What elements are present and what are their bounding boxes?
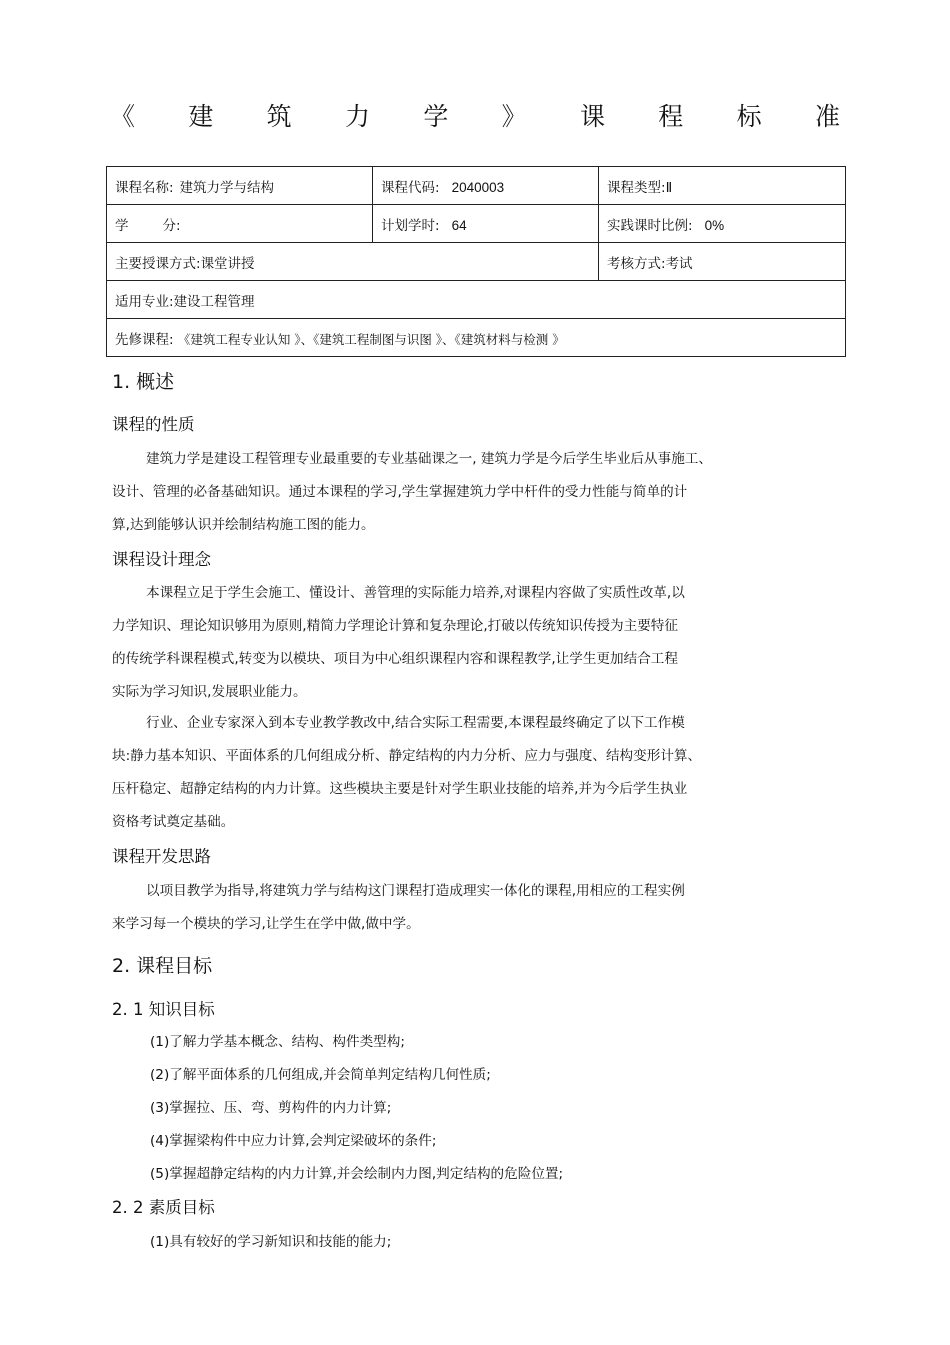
practice-cell <box>599 205 846 243</box>
course-name-label: 课程名称: <box>115 179 174 196</box>
section-heading-goals: 2. 课程目标 <box>112 955 213 977</box>
title-char: 筑 <box>266 102 292 131</box>
prereq-value: 《建筑工程专业认知 》、《建筑工程制图与识图 》、《建筑材料与检测 》 <box>177 331 565 347</box>
title-char: 建 <box>188 102 214 131</box>
hours-value: 64 <box>451 217 467 233</box>
title-char: 学 <box>423 102 449 131</box>
practice-value: 0% <box>704 217 725 233</box>
knowledge-list <box>150 1026 563 1191</box>
text-line: 力学知识、理论知识够用为原则,精简力学理论计算和复杂理论,打破以传统知识传授为主要特征 <box>112 618 678 634</box>
subheading-development: 课程开发思路 <box>112 847 211 866</box>
subheading-quality: 2. 2 素质目标 <box>112 1198 215 1217</box>
prereq-cell <box>107 319 846 357</box>
text-line: 建筑力学是建设工程管理专业最重要的专业基础课之一, 建筑力学是今后学生毕业后从事施工、 <box>146 451 712 467</box>
credit-label <box>115 218 181 234</box>
paragraph-design-2 <box>112 707 812 839</box>
section-heading-overview: 1. 概述 <box>112 371 175 393</box>
major-cell <box>107 281 846 319</box>
text-line: 行业、企业专家深入到本专业教学教改中,结合实际工程需要,本课程最终确定了以下工作模 <box>146 715 685 731</box>
subheading-knowledge: 2. 1 知识目标 <box>112 1000 215 1019</box>
text-line: 块:静力基本知识、平面体系的几何组成分析、静定结构的内力分析、应力与强度、结构变形计算、 <box>112 748 702 764</box>
list-item: (3)掌握拉、压、弯、剪构件的内力计算; <box>150 1100 392 1116</box>
course-name-value: 建筑力学与结构 <box>179 179 275 196</box>
paragraph-development <box>112 875 812 941</box>
title-char: 课 <box>579 102 605 131</box>
title-char: 力 <box>344 102 370 131</box>
credit-cell <box>107 205 373 243</box>
paragraph-nature <box>112 443 812 542</box>
method-cell <box>107 243 599 281</box>
course-name-cell <box>107 167 373 205</box>
major-label: 适用专业: <box>115 293 174 310</box>
prereq-label: 先修课程: <box>115 331 174 348</box>
text-line: 实际为学习知识,发展职业能力。 <box>112 684 307 700</box>
list-item: (5)掌握超静定结构的内力计算,并会绘制内力图,判定结构的危险位置; <box>150 1166 564 1182</box>
exam-cell <box>599 243 846 281</box>
course-info-table <box>106 166 846 357</box>
table-row <box>107 281 846 319</box>
subheading-nature: 课程的性质 <box>112 415 195 434</box>
list-item: (2)了解平面体系的几何组成,并会简单判定结构几何性质; <box>150 1067 491 1083</box>
text-line: 压杆稳定、超静定结构的内力计算。这些模块主要是针对学生职业技能的培养,并为今后学生执业 <box>112 781 688 797</box>
title-char: 标 <box>736 102 762 131</box>
title-char: 》 <box>501 102 527 131</box>
course-code-label: 课程代码: <box>381 179 440 196</box>
method-label: 主要授课方式: <box>115 255 201 272</box>
exam-label: 考核方式: <box>607 255 666 272</box>
text-line: 资格考试奠定基础。 <box>112 814 235 830</box>
course-type-value: Ⅱ <box>665 179 673 196</box>
text-line: 算,达到能够认识并绘制结构施工图的能力。 <box>112 517 375 533</box>
paragraph-design-1 <box>112 577 812 709</box>
course-code-value: 2040003 <box>451 179 505 195</box>
method-value: 课堂讲授 <box>200 255 255 272</box>
credit-label-part: 学 <box>115 217 129 234</box>
exam-value: 考试 <box>665 255 693 272</box>
major-value: 建设工程管理 <box>173 293 255 310</box>
table-row <box>107 243 846 281</box>
title-char: 程 <box>658 102 684 131</box>
list-item: (1)了解力学基本概念、结构、构件类型构; <box>150 1034 405 1050</box>
text-line: 来学习每一个模块的学习,让学生在学中做,做中学。 <box>112 916 420 932</box>
hours-cell <box>373 205 599 243</box>
text-line: 以项目教学为指导,将建筑力学与结构这门课程打造成理实一体化的课程,用相应的工程实例 <box>146 883 685 899</box>
course-type-label: 课程类型: <box>607 179 666 196</box>
practice-label: 实践课时比例: <box>607 217 693 234</box>
course-type-cell <box>599 167 846 205</box>
table-row <box>107 167 846 205</box>
title-char: 准 <box>814 102 840 131</box>
course-code-cell <box>373 167 599 205</box>
credit-label-part: 分: <box>162 217 181 234</box>
table-row <box>107 319 846 357</box>
document-title <box>110 100 840 134</box>
quality-list <box>150 1226 391 1259</box>
table-row <box>107 205 846 243</box>
text-line: 的传统学科课程模式,转变为以模块、项目为中心组织课程内容和课程教学,让学生更加结合工程 <box>112 651 678 667</box>
text-line: 设计、管理的必备基础知识。通过本课程的学习,学生掌握建筑力学中杆件的受力性能与简单的计 <box>112 484 688 500</box>
title-char: 《 <box>110 102 136 131</box>
text-line: 本课程立足于学生会施工、懂设计、善管理的实际能力培养,对课程内容做了实质性改革,以 <box>146 585 685 601</box>
subheading-design: 课程设计理念 <box>112 550 211 569</box>
hours-label: 计划学时: <box>381 217 440 234</box>
list-item: (1)具有较好的学习新知识和技能的能力; <box>150 1234 392 1250</box>
list-item: (4)掌握梁构件中应力计算,会判定梁破坏的条件; <box>150 1133 437 1149</box>
